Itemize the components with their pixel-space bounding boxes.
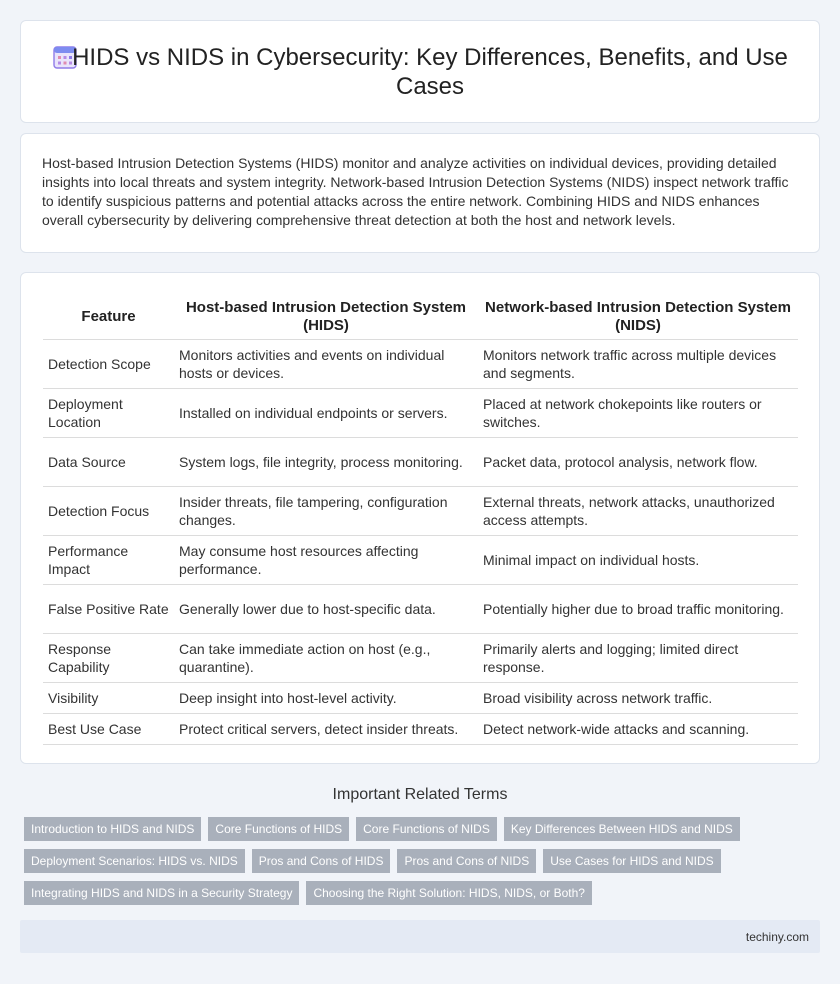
table-row (43, 682, 798, 713)
hids-cell: Can take immediate action on host (e.g., quarantine). (174, 633, 478, 682)
comparison-table-card (20, 272, 820, 764)
header-feature: Feature (43, 295, 174, 339)
comparison-table (43, 295, 798, 745)
related-terms-list (24, 817, 784, 905)
table-row (43, 437, 798, 486)
hids-cell: Insider threats, file tampering, configuration changes. (174, 486, 478, 535)
table-row (43, 486, 798, 535)
related-term-tag[interactable]: Pros and Cons of HIDS (252, 849, 391, 873)
intro-paragraph: Host-based Intrusion Detection Systems (HIDS) monitor and analyze activities on individual devices, providing detailed insights into local threats and system integrity. Network-based Intrusion Detection Systems (NIDS) inspect network traffic to identify suspicious patterns and potential attacks across the entire network. Combining HIDS and NIDS enhances overall cybersecurity by delivering comprehensive threat detection at both the host and network levels. (42, 155, 789, 228)
feature-cell: Response Capability (43, 633, 174, 682)
table-row (43, 339, 798, 388)
nids-cell: Broad visibility across network traffic. (478, 682, 798, 713)
related-term-tag[interactable]: Core Functions of HIDS (208, 817, 349, 841)
table-row (43, 535, 798, 584)
table-row (43, 584, 798, 633)
feature-cell: Performance Impact (43, 535, 174, 584)
related-term-tag[interactable]: Introduction to HIDS and NIDS (24, 817, 201, 841)
related-term-tag[interactable]: Integrating HIDS and NIDS in a Security Strategy (24, 881, 299, 905)
hids-cell: Deep insight into host-level activity. (174, 682, 478, 713)
feature-cell: Visibility (43, 682, 174, 713)
nids-cell: Minimal impact on individual hosts. (478, 535, 798, 584)
nids-cell: Detect network-wide attacks and scanning. (478, 713, 798, 744)
page-title: HIDS vs NIDS in Cybersecurity: Key Differences, Benefits, and Use Cases (72, 44, 788, 100)
intro-card (20, 133, 820, 253)
footer-site-link[interactable]: techiny.com (745, 930, 809, 944)
table-row (43, 388, 798, 437)
feature-cell: Deployment Location (43, 388, 174, 437)
hids-cell: Generally lower due to host-specific data. (174, 584, 478, 633)
feature-cell: Detection Focus (43, 486, 174, 535)
table-header-row (43, 295, 798, 339)
header-hids: Host-based Intrusion Detection System (HIDS) (174, 295, 478, 339)
related-term-tag[interactable]: Choosing the Right Solution: HIDS, NIDS, or Both? (306, 881, 591, 905)
hids-cell: May consume host resources affecting performance. (174, 535, 478, 584)
nids-cell: Potentially higher due to broad traffic monitoring. (478, 584, 798, 633)
table-row (43, 713, 798, 744)
table-row (43, 633, 798, 682)
hids-cell: System logs, file integrity, process monitoring. (174, 437, 478, 486)
related-term-tag[interactable]: Use Cases for HIDS and NIDS (543, 849, 720, 873)
nids-cell: Packet data, protocol analysis, network flow. (478, 437, 798, 486)
nids-cell: External threats, network attacks, unauthorized access attempts. (478, 486, 798, 535)
hids-cell: Installed on individual endpoints or servers. (174, 388, 478, 437)
related-term-tag[interactable]: Key Differences Between HIDS and NIDS (504, 817, 740, 841)
related-term-tag[interactable]: Core Functions of NIDS (356, 817, 497, 841)
footer (20, 920, 820, 953)
feature-cell: False Positive Rate (43, 584, 174, 633)
related-term-tag[interactable]: Deployment Scenarios: HIDS vs. NIDS (24, 849, 245, 873)
feature-cell: Best Use Case (43, 713, 174, 744)
hids-cell: Protect critical servers, detect insider threats. (174, 713, 478, 744)
nids-cell: Monitors network traffic across multiple devices and segments. (478, 339, 798, 388)
nids-cell: Placed at network chokepoints like routers or switches. (478, 388, 798, 437)
related-terms-title: Important Related Terms (332, 786, 508, 803)
header-nids: Network-based Intrusion Detection System (NIDS) (478, 295, 798, 339)
feature-cell: Data Source (43, 437, 174, 486)
header-card (20, 20, 820, 123)
nids-cell: Primarily alerts and logging; limited direct response. (478, 633, 798, 682)
hids-cell: Monitors activities and events on individual hosts or devices. (174, 339, 478, 388)
feature-cell: Detection Scope (43, 339, 174, 388)
related-term-tag[interactable]: Pros and Cons of NIDS (397, 849, 536, 873)
